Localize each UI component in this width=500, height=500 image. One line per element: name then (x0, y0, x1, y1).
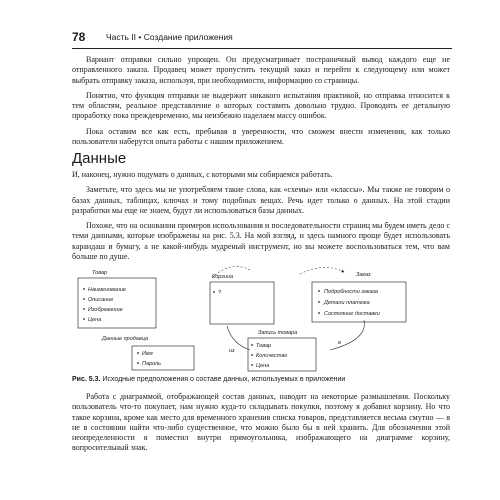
product-item: Наименование (88, 287, 126, 293)
link-order-line-item (330, 320, 364, 350)
product-item: Изображение (88, 307, 123, 313)
page-number: 78 (72, 30, 86, 44)
seller-label: Данные продавца (102, 336, 148, 342)
dashed-link-cart-order (300, 267, 344, 274)
figure-number: Рис. 5.3. (72, 376, 101, 383)
page-header (72, 30, 452, 49)
data-diagram (72, 264, 452, 372)
product-item: Цена (88, 317, 102, 323)
order-label: Заказ (356, 272, 371, 278)
paragraph: И, наконец, нужно подумать о данных, с которыми мы собираемся работать. (72, 170, 333, 179)
order-item: Подробности заказа (324, 289, 378, 295)
running-head: Часть II • Создание приложения (106, 32, 233, 42)
figure-caption (72, 376, 452, 383)
section-text (72, 170, 450, 267)
paragraph: Вариант отправки сильно упрощен. Он предусматривает постраничный вывод каждого еще не отправленного заказа. Продавец может пропустить текущий заказ и перейти к следующему или может выбрать отправку заказа, используя, при необходимости, информацию со страницы. (72, 55, 450, 85)
order-item: Детали платежа (324, 300, 370, 306)
product-item: Описание (88, 297, 114, 303)
line-item-field: Количество (256, 353, 288, 359)
link-cart-line-item (227, 326, 250, 350)
seller-field: Пароль (142, 361, 162, 367)
figure-caption-text: Исходные предположения о составе данных, используемых в приложении (102, 376, 346, 383)
paragraph: Понятно, что функция отправки не выдержит никакого испытания практикой, но отправка относится к тем областям, реальное представление о которых составить довольно трудно. Проводить ее детальную проработку пока преждевременно, мы неизбежно наделаем массу ошибок. (72, 90, 450, 121)
cart-label: Корзина (212, 274, 233, 280)
intro-text (72, 55, 450, 152)
multiplicity-right: в (338, 340, 341, 346)
line-item-field: Цена (256, 363, 270, 369)
section-title: Данные (72, 150, 127, 167)
seller-field: Имя (142, 351, 153, 357)
paragraph: Пока оставим все как есть, пребывая в уверенности, что сможем внести изменения, как только пользователи наберутся опыта работы с нашим приложением. (72, 126, 450, 147)
cart-item: ? (218, 290, 222, 296)
closing-text (72, 392, 450, 459)
cart-box (210, 282, 274, 324)
multiplicity-left: из (229, 348, 235, 354)
product-label: Товар (92, 270, 108, 276)
line-item-label: Запись товара (258, 330, 298, 336)
paragraph: Работа с диаграммой, отображающей состав данных, наводит на некоторые размышления. Поскольку пользователь что-то покупает, нам нужно куда-то складывать покупки, поэтому я добавил корзину. Но что такое корзина, кроме как место для временного хранения списка товаров, представляется весьма смутно — я не в состоянии найти что-либо существенное, что можно было бы в ней хранить. Для обозначения этой неопределенности я поместил внутри прямоугольника, изображающего на диаграмме корзину, вопросительный знак. (72, 392, 450, 453)
order-item: Состояние доставки (324, 311, 380, 317)
line-item-field: Товар (256, 343, 272, 349)
paragraph: Заметьте, что здесь мы не употребляем такие слова, как «схемы» или «классы». Мы также не говорим о базах данных, таблицах, ключах и тому подобных вещах. Речь идет только о данных. На этой стадии разработки мы еще не знаем, будут ли использоваться базы данных. (72, 185, 450, 215)
paragraph: Похоже, что на основании примеров использования и последовательности страниц мы будем иметь дело с теми данными, которые изображены на рис. 5.3. На мой взгляд, и здесь намного проще будет использовать карандаш и бумагу, а не какой-нибудь мудреный инструмент, но вы можете воспользоваться тем, что вам больше по душе. (72, 221, 450, 262)
